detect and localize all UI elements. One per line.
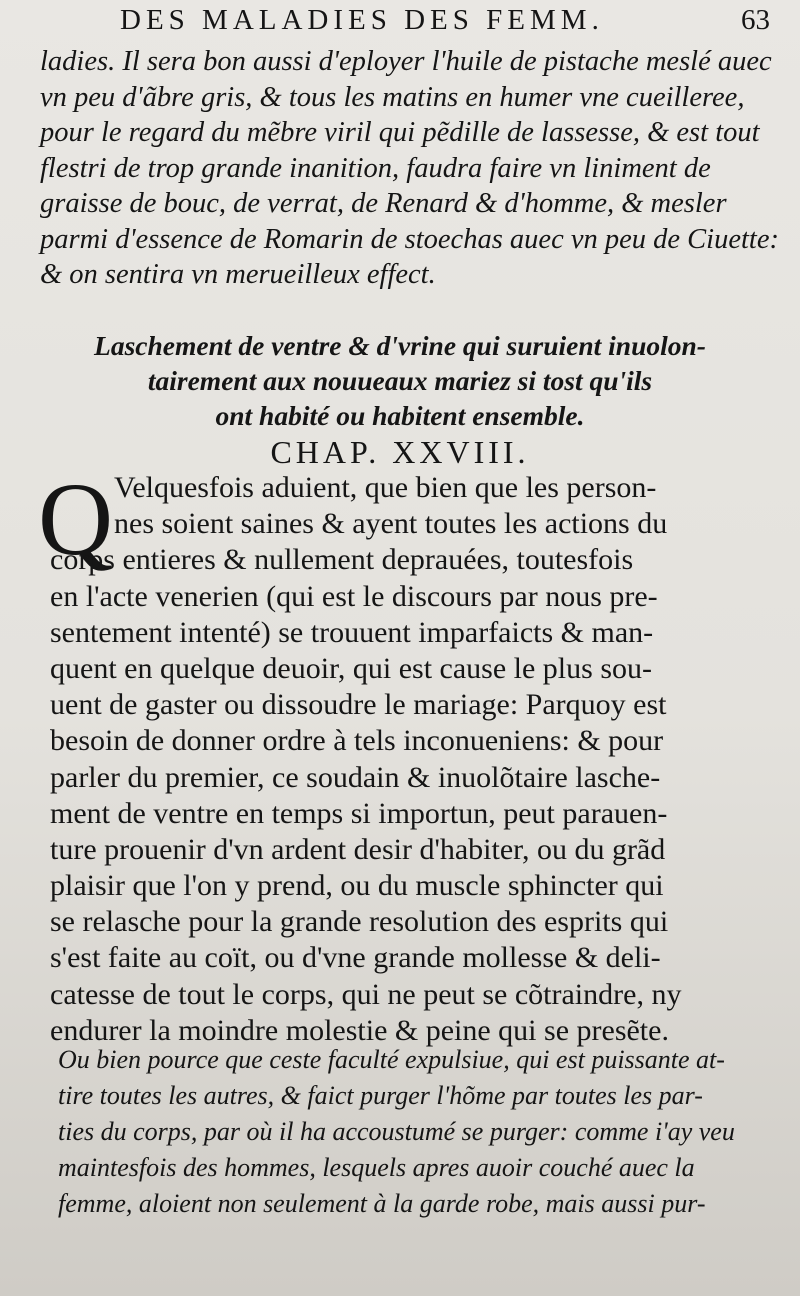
text-line: parler du premier, ce soudain & inuolõtaire lasche- xyxy=(50,760,661,794)
running-title: DES MALADIES DES FEMM. xyxy=(120,4,604,36)
closing-italic-paragraph xyxy=(58,1042,800,1222)
drop-cap: Q xyxy=(38,462,114,577)
page-number: 63 xyxy=(741,4,770,36)
text-line: pour le regard du mẽbre viril qui pẽdille de lassesse, & est tout xyxy=(40,117,760,148)
subtitle-line: Laschement de ventre & d'vrine qui suruient inuolon- xyxy=(94,330,706,361)
text-line: uent de gaster ou dissoudre le mariage: Parquoy est xyxy=(50,688,667,722)
text-line: Velquesfois aduient, que bien que les person- xyxy=(114,471,657,504)
text-line: endurer la moindre molestie & peine qui se presẽte. xyxy=(50,1013,669,1047)
text-line: catesse de tout le corps, qui ne peut se cõtraindre, ny xyxy=(50,977,682,1011)
text-line: ties du corps, par où il ha accoustumé se purger: comme i'ay veu xyxy=(58,1117,735,1146)
text-line: Ou bien pource que ceste faculté expulsiue, qui est puissante at- xyxy=(58,1045,725,1074)
section-subtitle xyxy=(40,328,760,433)
text-line: besoin de donner ordre à tels inconueniens: & pour xyxy=(50,724,664,758)
text-line: ladies. Il sera bon aussi d'eployer l'huile de pistache meslé auec xyxy=(40,46,772,77)
text-line: en l'acte venerien (qui est le discours par nous pre- xyxy=(50,579,658,613)
text-line: ture prouenir d'vn ardent desir d'habiter, ou du grãd xyxy=(50,832,666,866)
text-line: & on sentira vn merueilleux effect. xyxy=(40,259,436,290)
text-line: parmi d'essence de Romarin de stoechas auec vn peu de Ciuette: xyxy=(40,223,779,255)
chapter-heading: CHAP. XXVIII. xyxy=(270,434,530,470)
subtitle-line: ont habité ou habitent ensemble. xyxy=(215,400,585,431)
subtitle-line: tairement aux nouueaux mariez si tost qu'ils xyxy=(147,365,653,396)
text-line: graisse de bouc, de verrat, de Renard & d'homme, & mesler xyxy=(40,188,727,219)
main-paragraph xyxy=(50,470,790,1049)
text-line: vn peu d'ãbre gris, & tous les matins en humer vne cueilleree, xyxy=(40,81,745,113)
text-line: se relasche pour la grande resolution des esprits qui xyxy=(50,905,669,939)
text-line: corps entieres & nullement deprauées, toutesfois xyxy=(50,543,634,577)
text-line: quent en quelque deuoir, qui est cause le plus sou- xyxy=(50,651,652,685)
text-line: ment de ventre en temps si importun, peut parauen- xyxy=(50,796,668,830)
text-line: maintesfois des hommes, lesquels apres auoir couché auec la xyxy=(58,1153,695,1182)
page-header xyxy=(0,4,800,40)
text-line: sentement intenté) se trouuent imparfaicts & man- xyxy=(50,615,654,649)
text-line: femme, aloient non seulement à la garde robe, mais aussi pur- xyxy=(58,1189,706,1218)
text-line: nes soient saines & ayent toutes les actions du xyxy=(114,507,668,541)
text-line: flestri de trop grande inanition, faudra faire vn liniment de xyxy=(40,152,711,184)
text-line: tire toutes les autres, & faict purger l'hõme par toutes les par- xyxy=(58,1081,703,1110)
text-line: plaisir que l'on y prend, ou du muscle sphincter qui xyxy=(50,869,664,903)
text-line: s'est faite au coït, ou d'vne grande mollesse & deli- xyxy=(50,941,661,975)
top-paragraph xyxy=(40,44,800,293)
